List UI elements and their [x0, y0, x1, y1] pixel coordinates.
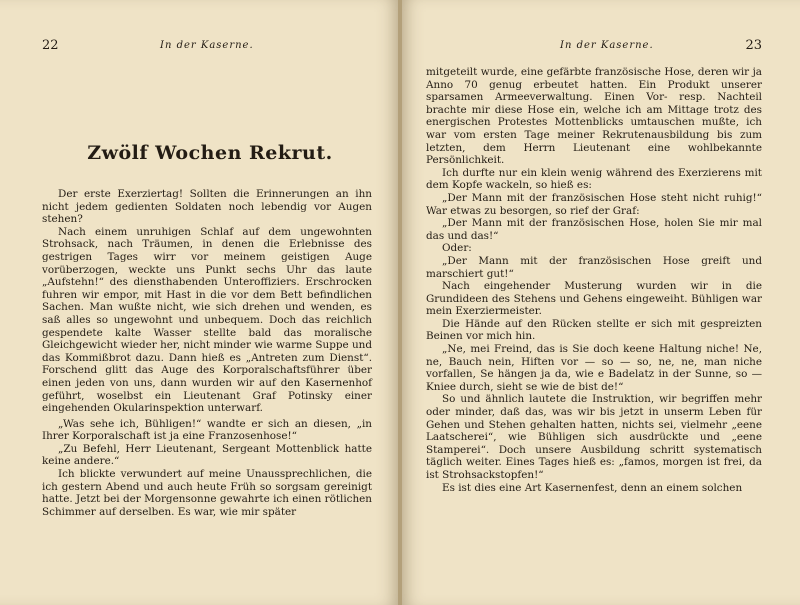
paragraph: „Was sehe ich, Bühligen!“ wandte er sich an diesen, „in Ihrer Korporalschaft ist ja eine Franzosenhose!“: [42, 417, 372, 443]
paragraph: Nach eingehender Musterung wurden wir in die Grundideen des Stehens und Gehens eingeweiht. Bühligen war mein Exerziermeister.: [426, 280, 762, 318]
page-number: 22: [42, 38, 59, 53]
paragraph: „Ne, mei Freind, das is Sie doch keene Haltung niche! Ne, ne, Bauch nein, Hiften vor — so — so, ne, ne, man niche vorfallen, Se hängen ja da, wie e Badelatz in der Sunne, so — Kniee durch, sieht se wie de bist de!“: [426, 343, 762, 393]
chapter-title: Zwölf Wochen Rekrut.: [87, 142, 333, 164]
paragraph: „Der Mann mit der französischen Hose greift und marschiert gut!“: [426, 254, 762, 280]
paragraph: „Der Mann mit der französischen Hose, holen Sie mir mal das und das!“: [426, 217, 762, 242]
running-head: In der Kaserne.: [560, 40, 654, 51]
paragraph: mitgeteilt wurde, eine gefärbte französische Hose, deren wir ja Anno 70 genug erbeutet hatten. Ein Produkt unserer sparsamen Armeeverwaltung. Einen Vor- resp. Nachteil brachte mir diese Hose ein, welche ich am Mittage trotz des energischen Protestes Mottenblicks umtauschen mußte, ich war vom ersten Tage meiner Rekrutenausbildung bis zum letzten, dem Herrn Lieutenant eine wohlbekannte Persönlichkeit.: [426, 66, 762, 167]
left-page-body: [42, 188, 372, 518]
paragraph: So und ähnlich lautete die Instruktion, wir begriffen mehr oder minder, daß das, was wir bis jetzt in unserm Leben für Gehen und Stehen gehalten hatten, nichts sei, vielmehr „eene Laatscherei“, wie Bühligen sich ausdrückte und „eene Stamperei“. Doch unsere Ausbildung schritt systematisch täglich weiter. Eines Tages hieß es: „famos, morgen ist frei, da ist Strohsackstopfen!“: [426, 393, 762, 481]
paragraph: Oder:: [442, 242, 472, 255]
paragraph: Ich durfte nur ein klein wenig während des Exerzierens mit dem Kopfe wackeln, so hieß es:: [426, 166, 762, 192]
running-head: In der Kaserne.: [160, 40, 254, 51]
paragraph: Die Hände auf den Rücken stellte er sich mit gespreizten Beinen vor mich hin.: [426, 317, 762, 343]
book-gutter: [398, 0, 402, 605]
paragraph: Der erste Exerziertag! Sollten die Erinnerungen an ihn nicht jedem gedienten Soldaten noch lebendig vor Augen stehen?: [42, 188, 372, 226]
right-page: [400, 0, 800, 605]
paragraph: Es ist dies eine Art Kasernenfest, denn an einem solchen: [442, 481, 743, 494]
paragraph: „Der Mann mit der französischen Hose steht nicht ruhig!“ War etwas zu besorgen, so rief der Graf:: [426, 191, 762, 217]
page-number: 23: [745, 38, 762, 53]
paragraph: Ich blickte verwundert auf meine Unaussprechlichen, die ich gestern Abend und auch heute Früh so sorgsam gereinigt hatte. Jetzt bei der Morgensonne gewahrte ich einen rötlichen Schimmer auf derselben. Es war, wie mir später: [42, 468, 372, 518]
paragraph: Nach einem unruhigen Schlaf auf dem ungewohnten Strohsack, nach Träumen, in denen die Erlebnisse des gestrigen Tages wirr vor meinem geistigen Auge vorüberzogen, weckte uns Punkt sechs Uhr das laute „Aufstehn!“ des diensthabenden Unteroffiziers. Erschrocken fuhren wir empor, mit Hast in die vor dem Bett befindlichen Sachen. Man wußte nicht, wie sich drehen und wenden, es saß alles so ungewohnt und unbequem. Doch das reichlich gespendete kalte Wasser stellte bald das moralische Gleichgewicht wieder her, nicht minder wie warme Suppe und das Kommißbrot dazu. Dann hieß es „Antreten zum Dienst“. Forschend glitt das Auge des Korporalschaftsführer über einen jeden von uns, dann wurden wir auf den Kasernenhof geführt, woselbst ein Lieutenant Graf Potinsky einer eingehenden Okularinspektion unterwarf.: [42, 225, 372, 415]
right-page-body: [426, 66, 762, 494]
paragraph: „Zu Befehl, Herr Lieutenant, Sergeant Mottenblick hatte keine andere.“: [42, 442, 372, 468]
